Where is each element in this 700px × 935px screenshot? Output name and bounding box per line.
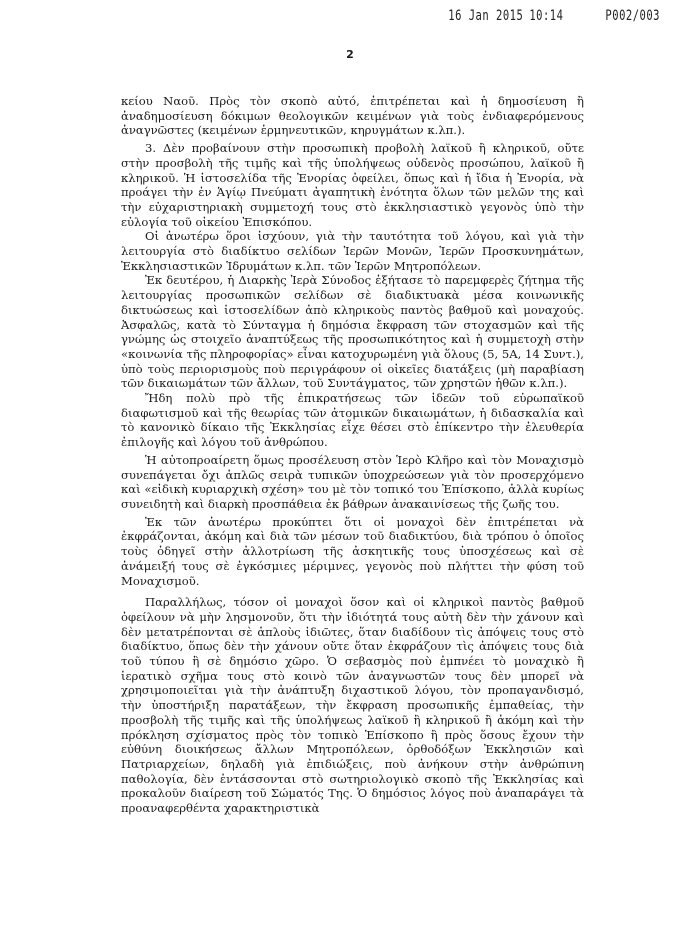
paragraph: κείου Ναοῦ. Πρὸς τὸν σκοπὸ αὐτό, ἐπιτρέπεται καὶ ἡ δημοσίευση ἢ ἀναδημοσίευση δόκιμων θεολογικῶν κειμένων γιὰ τοὺς ἐνδιαφερόμενους ἀναγνῶστες (κειμένων ἑρμηνευτικῶν, κηρυγμάτων κ.λπ.). [121,94,584,138]
paragraph: Οἱ ἀνωτέρω ὅροι ἰσχύουν, γιὰ τὴν ταυτότητα τοῦ λόγου, καὶ γιὰ τὴν λειτουργία στὸ διαδίκτυο σελίδων Ἱερῶν Μονῶν, Ἱερῶν Προσκυνημάτων, Ἐκκλησιαστικῶν Ἱδρυμάτων κ.λπ. τῶν Ἱερῶν Μητροπόλεων. [121,229,584,273]
fax-header [430,8,660,24]
paragraph: Ἡ αὐτοπροαίρετη ὅμως προσέλευση στὸν Ἱερὸ Κλῆρο καὶ τὸν Μοναχισμὸ συνεπάγεται ὄχι ἁπλῶς σειρὰ τυπικῶν ὑποχρεώσεων γιὰ τὸν προσερχόμενο καὶ «εἰδικὴ κυριαρχικὴ σχέση» του μὲ τὸν τοπικό του Ἐπίσκοπο, ἀλλὰ κυρίως συνειδητὴ καὶ διαρκὴ προσπάθεια ἐκ βάθρων ἀνακαινίσεως τῆς ζωῆς του. [121,452,584,511]
document-body [121,94,584,816]
fax-page-code: P002/003 [605,8,660,25]
fax-time: 10:14 [529,8,564,25]
paragraph: Ἐκ τῶν ἀνωτέρω προκύπτει ὅτι οἱ μοναχοὶ δὲν ἐπιτρέπεται νὰ ἐκφράζονται, ἀκόμη καὶ διὰ τῶν μέσων τοῦ διαδικτύου, διὰ τρόπου ὁ ὁποῖος τοὺς ὁδηγεῖ στὴν ἀλλοτρίωση τῆς ἀσκητικῆς τους ὑποσχέσεως καὶ σὲ ἀνάμειξή τους σὲ ἐγκόσμιες μέριμνες, γεγονὸς ποὺ πλήττει τὴν φύση τοῦ Μοναχισμοῦ. [121,514,584,588]
page-number: 2 [346,48,354,61]
fax-date: 16 Jan 2015 [448,8,524,25]
paragraph: Παραλλήλως, τόσον οἱ μοναχοὶ ὅσον καὶ οἱ κληρικοὶ παντὸς βαθμοῦ ὀφείλουν νὰ μὴν λησμονοῦν, ὅτι τὴν ἰδιότητά τους αὐτὴ δὲν τὴν χάνουν καὶ δὲν μετατρέπονται σὲ ἁπλοὺς ἰδιῶτες, ὅταν διαδίδουν τὶς ἀπόψεις τους στὸ διαδίκτυο, ὅπως δὲν τὴν χάνουν οὔτε ὅταν ἐκφράζουν τὶς ἀπόψεις τους διὰ τοῦ τύπου ἢ σὲ δημόσιο χῶρο. Ὁ σεβασμὸς ποὺ ἐμπνέει τὸ μοναχικὸ ἢ ἱερατικὸ σχῆμα τους στὸ κοινὸ τῶν ἀναγνωστῶν τους δὲν μπορεῖ νὰ χρησιμοποιεῖται γιὰ τὴν ἀνάπτυξη διχαστικοῦ λόγου, τὸν προπαγανδισμό, τὴν ὑποστήριξη παρατάξεων, τὴν ἔκφραση προσωπικῆς ἐμπαθείας, τὴν προσβολὴ τῆς τιμῆς καὶ τῆς ὑπολήψεως λαϊκοῦ ἢ κληρικοῦ ἢ ἀκόμη καὶ τὴν πρόκληση σχίσματος πρὸς τὸν τοπικὸ Ἐπίσκοπο ἢ πρὸς ὅσους ἔχουν τὴν εὐθύνη διοικήσεως ἄλλων Μητροπόλεων, ὀρθοδόξων Ἐκκλησιῶν καὶ Πατριαρχείων, δηλαδὴ γιὰ ἐπιδιώξεις, ποὺ ἀνήκουν στὴν ἀνθρώπινη παθολογία, δὲν ἐντάσσονται στὸ σωτηριολογικὸ σκοπὸ τῆς Ἐκκλησίας καὶ προκαλοῦν διαίρεση τοῦ Σώματός Της. Ὁ δημόσιος λόγος ποὺ ἀναπαράγει τὰ προαναφερθέντα χαρακτηριστικὰ [121,595,584,816]
paragraph: Ἤδη πολὺ πρὸ τῆς ἐπικρατήσεως τῶν ἰδεῶν τοῦ εὐρωπαϊκοῦ διαφωτισμοῦ καὶ τῆς θεωρίας τῶν ἀτομικῶν δικαιωμάτων, ἡ διδασκαλία καὶ τὸ κανονικὸ δίκαιο τῆς Ἐκκλησίας εἶχε θέσει στὸ ἐπίκεντρο τὴν ἐλευθερία ἐπιλογῆς καὶ λόγου τοῦ ἀνθρώπου. [121,391,584,450]
paragraph: Ἐκ δευτέρου, ἡ Διαρκὴς Ἱερὰ Σύνοδος ἐξήτασε τὸ παρεμφερὲς ζήτημα τῆς λειτουργίας προσωπικῶν σελίδων σὲ διαδικτυακὰ μέσα κοινωνικῆς δικτυώσεως καὶ ἱστοσελίδων ἀπὸ κληρικοὺς παντὸς βαθμοῦ καὶ μοναχούς. Ἀσφαλῶς, κατὰ τὸ Σύνταγμα ἡ δημόσια ἔκφραση τῶν στοχασμῶν καὶ τῆς γνώμης ὡς στοιχεῖο ἀναπτύξεως τῆς προσωπικότητος καὶ ἡ συμμετοχὴ στὴν «κοινωνία τῆς πληροφορίας» εἶναι κατοχυρωμένη γιὰ ὅλους (5, 5Α, 14 Συντ.), ὑπὸ τοὺς περιορισμοὺς ποὺ περιγράφουν οἱ οἰκεῖες διατάξεις (μὴ παραβίαση τῶν δικαιωμάτων τῶν ἄλλων, τοῦ Συντάγματος, τῶν χρηστῶν ἠθῶν κ.λπ.). [121,273,584,391]
paragraph: 3. Δὲν προβαίνουν στὴν προσωπικὴ προβολὴ λαϊκοῦ ἢ κληρικοῦ, οὔτε στὴν προσβολὴ τῆς τιμῆς καὶ τῆς ὑπολήψεως οὐδενὸς προσώπου, λαϊκοῦ ἢ κληρικοῦ. Ἡ ἱστοσελίδα τῆς Ἐνορίας ὀφείλει, ὅπως καὶ ἡ ἴδια ἡ Ἐνορία, νὰ προάγει τὴν ἐν Ἁγίῳ Πνεύματι ἀγαπητικὴ ἑνότητα ὅλων τῶν μελῶν της καὶ τὴν εὐχαριστηριακὴ συμμετοχή τους στὸ ἐκκλησιαστικὸ γεγονὸς ὑπὸ τὴν εὐλογία τοῦ οἰκείου Ἐπισκόπου. [121,141,584,229]
